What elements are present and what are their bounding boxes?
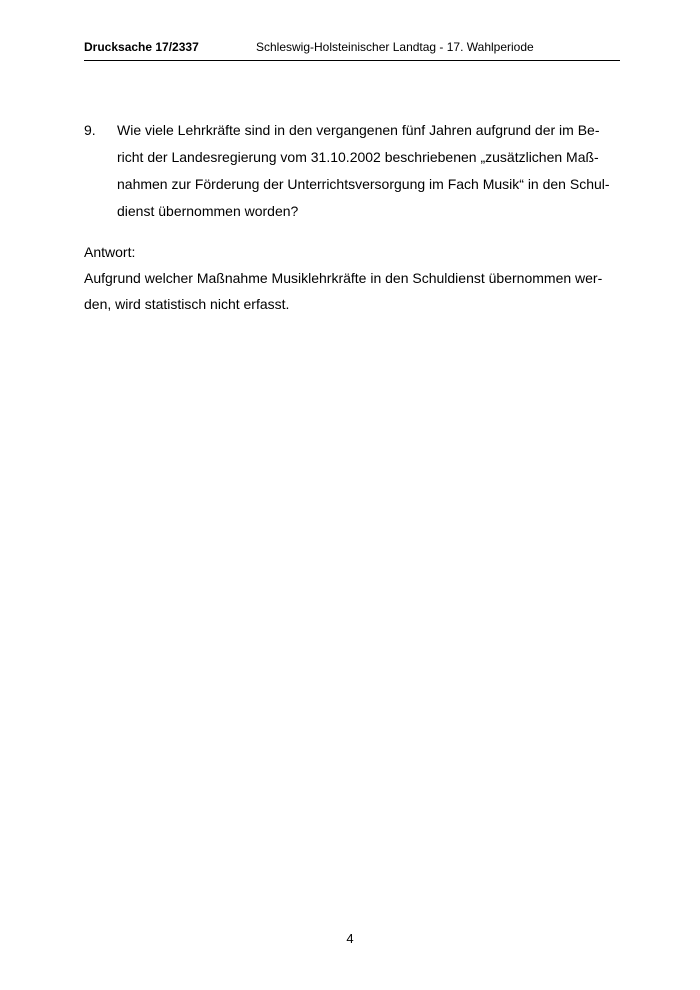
answer-line: den, wird statistisch nicht erfasst.: [84, 296, 290, 312]
answer-text: [84, 265, 620, 317]
answer-line: Aufgrund welcher Maßnahme Musiklehrkräfte in den Schuldienst übernommen wer-: [84, 270, 603, 286]
parliament-header-title: Schleswig-Holsteinischer Landtag - 17. Wahlperiode: [256, 40, 534, 54]
question-line: richt der Landesregierung vom 31.10.2002 beschriebenen „zusätzlichen Maß-: [117, 149, 599, 165]
question-line: Wie viele Lehrkräfte sind in den vergangenen fünf Jahren aufgrund der im Be-: [117, 122, 600, 138]
question-number: 9.: [84, 122, 96, 138]
answer-heading: Antwort:: [84, 244, 136, 260]
question-text: [117, 117, 620, 225]
question-line: nahmen zur Förderung der Unterrichtsversorgung im Fach Musik“ in den Schul-: [117, 176, 610, 192]
answer-block: [84, 239, 620, 317]
page-header: [84, 36, 620, 61]
page-number: 4: [346, 931, 354, 946]
document-number: Drucksache 17/2337: [84, 40, 199, 54]
question-line: dienst übernommen worden?: [117, 203, 299, 219]
